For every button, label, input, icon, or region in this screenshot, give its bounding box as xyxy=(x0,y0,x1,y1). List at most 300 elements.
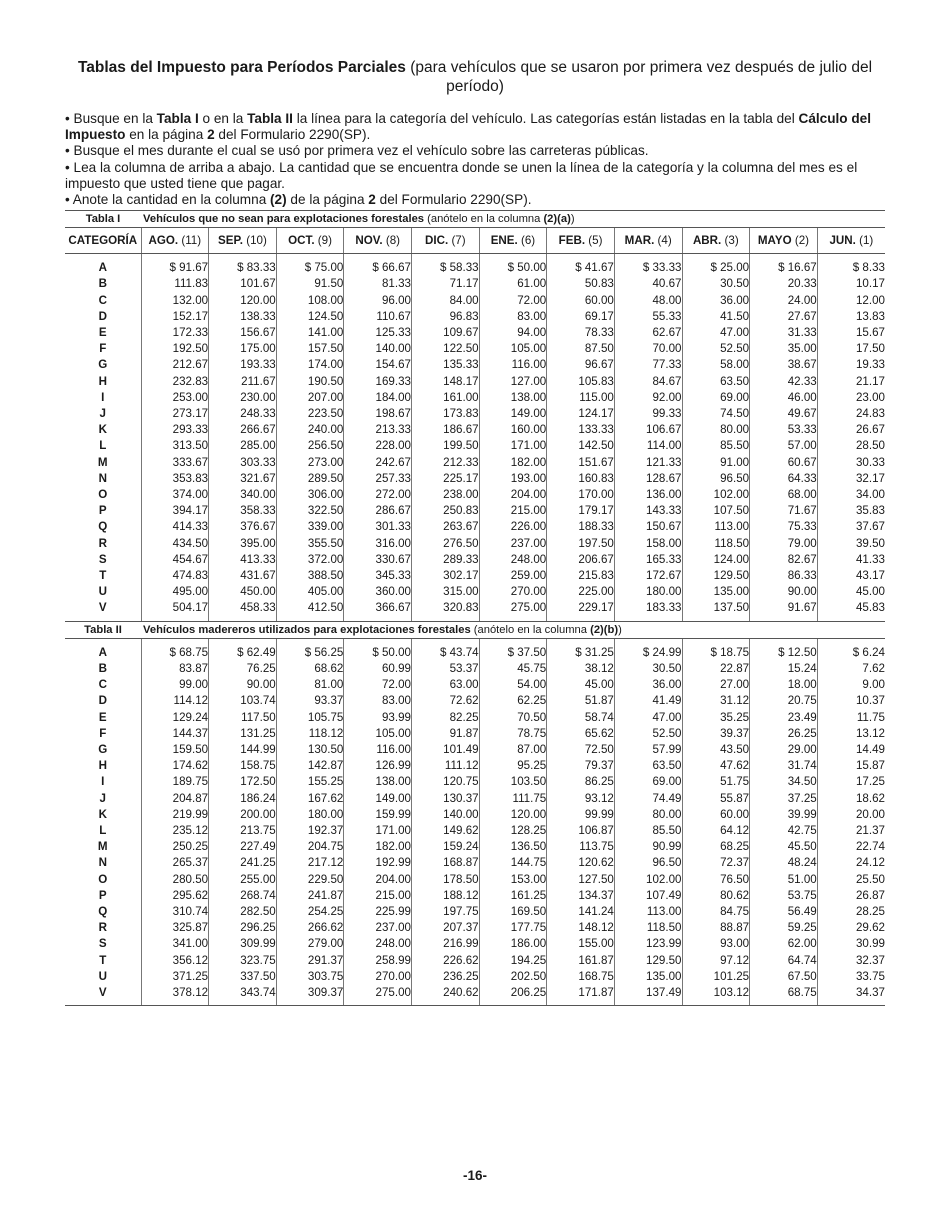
tax-amount-cell: 90.00 xyxy=(750,584,818,600)
tax-amount-cell: $ 33.33 xyxy=(614,260,682,276)
tax-amount-cell: 69.00 xyxy=(682,390,750,406)
tax-amount-cell: 144.75 xyxy=(479,855,547,871)
tax-amount-cell: 135.00 xyxy=(614,969,682,985)
tax-amount-cell: 320.83 xyxy=(412,600,480,616)
category-cell: F xyxy=(99,342,107,356)
tax-amount-cell: 154.67 xyxy=(344,357,412,373)
tax-amount-cell: 29.62 xyxy=(817,920,885,936)
month-number: (5) xyxy=(588,234,603,248)
tax-amount-cell: 122.50 xyxy=(412,341,480,357)
tax-amount-cell: 21.37 xyxy=(817,823,885,839)
tax-amount-cell: $ 25.00 xyxy=(682,260,750,276)
tax-amount-cell: 253.00 xyxy=(141,390,209,406)
tax-amount-cell: 227.49 xyxy=(209,839,277,855)
month-name: DIC. xyxy=(425,234,449,248)
tax-amount-cell: 113.00 xyxy=(682,519,750,535)
tax-amount-cell: 341.00 xyxy=(141,936,209,952)
tax-amount-cell: 34.00 xyxy=(817,487,885,503)
category-cell: E xyxy=(98,710,107,724)
tax-amount-cell: 30.33 xyxy=(817,455,885,471)
tax-amount-cell: 60.99 xyxy=(344,661,412,677)
tax-amount-cell: 172.33 xyxy=(141,325,209,341)
tax-amount-cell: 232.83 xyxy=(141,374,209,390)
tax-amount-cell: 315.00 xyxy=(412,584,480,600)
tax-amount-cell: 151.67 xyxy=(547,455,615,471)
tax-amount-cell: 31.33 xyxy=(750,325,818,341)
tax-amount-cell: 289.50 xyxy=(276,471,344,487)
tax-amount-cell: 56.49 xyxy=(750,904,818,920)
column-header-month xyxy=(344,228,412,254)
column-header-month xyxy=(209,228,277,254)
tax-amount-cell: 17.25 xyxy=(817,774,885,790)
category-cell: S xyxy=(98,937,107,951)
tax-amount-cell: 235.12 xyxy=(141,823,209,839)
table-row xyxy=(65,438,885,454)
tax-amount-cell: 32.37 xyxy=(817,953,885,969)
tax-amount-cell: 285.00 xyxy=(209,438,277,454)
tax-amount-cell: 291.37 xyxy=(276,953,344,969)
tax-amount-cell: 30.50 xyxy=(682,276,750,292)
tax-amount-cell: 140.00 xyxy=(412,807,480,823)
tax-amount-cell: 59.25 xyxy=(750,920,818,936)
table-desc-column: (2)(a) xyxy=(543,213,571,226)
tax-amount-cell: 309.37 xyxy=(276,985,344,1001)
tax-amount-cell: 280.50 xyxy=(141,872,209,888)
tax-amount-cell: 86.33 xyxy=(750,568,818,584)
tax-amount-cell: 148.12 xyxy=(547,920,615,936)
tax-amount-cell: 43.50 xyxy=(682,742,750,758)
category-cell: C xyxy=(98,678,107,692)
tax-amount-cell: 10.37 xyxy=(817,693,885,709)
tax-amount-cell: 204.00 xyxy=(344,872,412,888)
column-header-month xyxy=(750,228,818,254)
tax-amount-cell: 237.00 xyxy=(479,536,547,552)
tax-amount-cell: 62.67 xyxy=(614,325,682,341)
category-cell: L xyxy=(99,439,107,453)
tax-amount-cell: 149.00 xyxy=(344,791,412,807)
tax-amount-cell: 371.25 xyxy=(141,969,209,985)
tax-amount-cell: 237.00 xyxy=(344,920,412,936)
tax-amount-cell: 172.50 xyxy=(209,774,277,790)
tax-amount-cell: $ 8.33 xyxy=(817,260,885,276)
tax-amount-cell: 215.00 xyxy=(344,888,412,904)
tax-amount-cell: 47.00 xyxy=(682,325,750,341)
tax-amount-cell: 39.99 xyxy=(750,807,818,823)
tax-amount-cell: 97.12 xyxy=(682,953,750,969)
tax-amount-cell: 15.67 xyxy=(817,325,885,341)
table-row xyxy=(65,920,885,936)
tax-amount-cell: 192.50 xyxy=(141,341,209,357)
tax-amount-cell: 303.75 xyxy=(276,969,344,985)
tax-amount-cell: 204.75 xyxy=(276,839,344,855)
instruction-text: • Anote la cantidad en la columna xyxy=(65,192,271,208)
category-cell: Q xyxy=(98,904,108,918)
tax-amount-cell: 70.50 xyxy=(479,710,547,726)
tax-amount-cell: 63.50 xyxy=(682,374,750,390)
tax-amount-cell: 136.00 xyxy=(614,487,682,503)
tax-amount-cell: 9.00 xyxy=(817,677,885,693)
tax-amount-cell: 129.50 xyxy=(614,953,682,969)
tax-amount-cell: 150.67 xyxy=(614,519,682,535)
tax-amount-cell: 65.62 xyxy=(547,726,615,742)
tax-amount-cell: 94.00 xyxy=(479,325,547,341)
end-cell xyxy=(344,1001,412,1006)
tax-amount-cell: 129.50 xyxy=(682,568,750,584)
tax-amount-cell: 91.87 xyxy=(412,726,480,742)
tax-amount-cell: 57.00 xyxy=(750,438,818,454)
tax-amount-cell: 355.50 xyxy=(276,536,344,552)
tax-amount-cell: 138.00 xyxy=(344,774,412,790)
table-row xyxy=(65,487,885,503)
tax-amount-cell: 184.00 xyxy=(344,390,412,406)
tax-amount-cell: 74.49 xyxy=(614,791,682,807)
tax-amount-cell: 81.00 xyxy=(276,677,344,693)
table-row xyxy=(65,758,885,774)
tax-amount-cell: 63.50 xyxy=(614,758,682,774)
tax-amount-cell: $ 18.75 xyxy=(682,645,750,661)
tax-amount-cell: 99.00 xyxy=(141,677,209,693)
tax-amount-cell: 28.25 xyxy=(817,904,885,920)
column-header-month xyxy=(141,228,209,254)
tax-amount-cell: 202.50 xyxy=(479,969,547,985)
tax-amount-cell: 353.83 xyxy=(141,471,209,487)
month-name: ABR. xyxy=(692,234,722,248)
tax-amount-cell: 128.67 xyxy=(614,471,682,487)
tax-amount-cell: 450.00 xyxy=(209,584,277,600)
tax-amount-cell: $ 91.67 xyxy=(141,260,209,276)
tax-amount-cell: 50.83 xyxy=(547,276,615,292)
tax-amount-cell: 158.00 xyxy=(614,536,682,552)
tax-amount-cell: 215.83 xyxy=(547,568,615,584)
tax-amount-cell: 148.17 xyxy=(412,374,480,390)
tax-amount-cell: 170.00 xyxy=(547,487,615,503)
tax-amount-cell: 405.00 xyxy=(276,584,344,600)
tax-amount-cell: 35.83 xyxy=(817,503,885,519)
tax-amount-cell: $ 66.67 xyxy=(344,260,412,276)
tax-amount-cell: 120.00 xyxy=(479,807,547,823)
category-cell: U xyxy=(98,969,107,983)
category-cell: N xyxy=(98,856,107,870)
tax-amount-cell: 301.33 xyxy=(344,519,412,535)
tax-amount-cell: 226.00 xyxy=(479,519,547,535)
tax-amount-cell: 102.00 xyxy=(682,487,750,503)
tax-amount-cell: 186.24 xyxy=(209,791,277,807)
month-number: (4) xyxy=(657,234,672,248)
tax-amount-cell: 279.00 xyxy=(276,936,344,952)
tax-amount-cell: 20.75 xyxy=(750,693,818,709)
month-number: (1) xyxy=(859,234,874,248)
category-cell: K xyxy=(98,423,107,437)
tax-amount-cell: 171.87 xyxy=(547,985,615,1001)
tax-amount-cell: 60.67 xyxy=(750,455,818,471)
tax-amount-cell: 358.33 xyxy=(209,503,277,519)
tax-amount-cell: 229.17 xyxy=(547,600,615,616)
tax-amount-cell: 120.62 xyxy=(547,855,615,871)
tax-amount-cell: 138.33 xyxy=(209,309,277,325)
tax-amount-cell: 26.25 xyxy=(750,726,818,742)
tax-amount-cell: 378.12 xyxy=(141,985,209,1001)
tax-amount-cell: 42.33 xyxy=(750,374,818,390)
category-cell: P xyxy=(98,504,107,518)
table-desc-text: (anótelo en la columna xyxy=(424,213,544,226)
tax-amount-cell: 323.75 xyxy=(209,953,277,969)
tax-amount-cell: 68.75 xyxy=(750,985,818,1001)
tax-amount-cell: 186.67 xyxy=(412,422,480,438)
instruction-text: Tabla I xyxy=(156,111,199,126)
tax-amount-cell: 161.25 xyxy=(479,888,547,904)
tax-amount-cell: 46.00 xyxy=(750,390,818,406)
tax-amount-cell: 116.00 xyxy=(479,357,547,373)
tax-amount-cell: 189.75 xyxy=(141,774,209,790)
table-end-row xyxy=(65,1001,885,1006)
instruction-text: (2) xyxy=(270,192,287,208)
table-row xyxy=(65,374,885,390)
tax-amount-cell: 80.00 xyxy=(682,422,750,438)
tax-amount-cell: 114.12 xyxy=(141,693,209,709)
category-cell: K xyxy=(98,807,107,821)
tax-amount-cell: 310.74 xyxy=(141,904,209,920)
tax-amount-cell: 72.50 xyxy=(547,742,615,758)
category-cell: P xyxy=(98,888,107,902)
category-cell: C xyxy=(98,293,107,307)
tax-amount-cell: 343.74 xyxy=(209,985,277,1001)
tax-amount-cell: 172.67 xyxy=(614,568,682,584)
tax-amount-cell: 88.87 xyxy=(682,920,750,936)
category-cell: V xyxy=(98,985,107,999)
tax-amount-cell: 207.00 xyxy=(276,390,344,406)
tax-amount-cell: 60.00 xyxy=(682,807,750,823)
tax-amount-cell: 37.25 xyxy=(750,791,818,807)
tax-amount-cell: 138.00 xyxy=(479,390,547,406)
tax-amount-cell: 242.67 xyxy=(344,455,412,471)
tax-amount-cell: 183.33 xyxy=(614,600,682,616)
tax-amount-cell: 228.00 xyxy=(344,438,412,454)
tax-amount-cell: 337.50 xyxy=(209,969,277,985)
tax-amount-cell: 72.00 xyxy=(344,677,412,693)
tax-amount-cell: 194.25 xyxy=(479,953,547,969)
table-row xyxy=(65,536,885,552)
tax-amount-cell: 236.25 xyxy=(412,969,480,985)
tax-amount-cell: 23.49 xyxy=(750,710,818,726)
tax-amount-cell: 149.00 xyxy=(479,406,547,422)
tax-amount-cell: 41.33 xyxy=(817,552,885,568)
tax-amount-cell: 434.50 xyxy=(141,536,209,552)
tax-amount-cell: 15.24 xyxy=(750,661,818,677)
tax-amount-cell: 286.67 xyxy=(344,503,412,519)
tax-amount-cell: 58.74 xyxy=(547,710,615,726)
tax-amount-cell: 25.50 xyxy=(817,872,885,888)
tax-amount-cell: 51.75 xyxy=(682,774,750,790)
tax-amount-cell: $ 56.25 xyxy=(276,645,344,661)
tax-amount-cell: 96.67 xyxy=(547,357,615,373)
tax-amount-cell: 15.87 xyxy=(817,758,885,774)
table-row xyxy=(65,552,885,568)
tax-amount-cell: 101.67 xyxy=(209,276,277,292)
tax-amount-cell: 35.25 xyxy=(682,710,750,726)
table-row xyxy=(65,953,885,969)
tax-amount-cell: 179.17 xyxy=(547,503,615,519)
tax-amount-cell: 125.33 xyxy=(344,325,412,341)
tax-amount-cell: 78.33 xyxy=(547,325,615,341)
column-header-month xyxy=(547,228,615,254)
table-row xyxy=(65,325,885,341)
tax-amount-cell: 114.00 xyxy=(614,438,682,454)
tax-amount-cell: 241.87 xyxy=(276,888,344,904)
tax-amount-cell: 127.00 xyxy=(479,374,547,390)
table-row xyxy=(65,969,885,985)
table-row xyxy=(65,693,885,709)
tax-amount-cell: $ 16.67 xyxy=(750,260,818,276)
tax-amount-cell: 70.00 xyxy=(614,341,682,357)
tax-amount-cell: 21.17 xyxy=(817,374,885,390)
tax-amount-cell: 302.17 xyxy=(412,568,480,584)
tax-amount-cell: 265.37 xyxy=(141,855,209,871)
tax-amount-cell: 62.00 xyxy=(750,936,818,952)
tax-amount-cell: 192.99 xyxy=(344,855,412,871)
tax-amount-cell: 296.25 xyxy=(209,920,277,936)
table-row xyxy=(65,677,885,693)
tax-amount-cell: 77.33 xyxy=(614,357,682,373)
table-row xyxy=(65,309,885,325)
tax-amount-cell: 109.67 xyxy=(412,325,480,341)
tax-amount-cell: 230.00 xyxy=(209,390,277,406)
tax-amount-cell: 454.67 xyxy=(141,552,209,568)
tax-amount-cell: 188.12 xyxy=(412,888,480,904)
tax-amount-cell: 206.25 xyxy=(479,985,547,1001)
tax-amount-cell: 250.25 xyxy=(141,839,209,855)
tax-amount-cell: 134.37 xyxy=(547,888,615,904)
table-row xyxy=(65,742,885,758)
category-cell: G xyxy=(98,742,108,756)
instruction-text: • Lea la columna de arriba a abajo. La cantidad que se encuentra donde se unen la línea de la categoría y la columna del mes es el impuesto que usted tiene que pagar. xyxy=(65,159,858,191)
tax-amount-cell: 137.50 xyxy=(682,600,750,616)
month-number: (9) xyxy=(317,234,332,248)
tax-amount-cell: 103.50 xyxy=(479,774,547,790)
tax-amount-cell: 248.00 xyxy=(344,936,412,952)
tax-amount-cell: 64.33 xyxy=(750,471,818,487)
instruction-text: o en la xyxy=(198,111,248,126)
tax-amount-cell: 93.37 xyxy=(276,693,344,709)
tax-amount-cell: 153.00 xyxy=(479,872,547,888)
tax-amount-cell: 135.33 xyxy=(412,357,480,373)
tax-amount-cell: 156.67 xyxy=(209,325,277,341)
tax-amount-cell: 374.00 xyxy=(141,487,209,503)
tax-amount-cell: 102.00 xyxy=(614,872,682,888)
table-desc-text: (anótelo en la columna xyxy=(470,623,591,636)
tax-amount-cell: 240.00 xyxy=(276,422,344,438)
tax-amount-cell: 171.00 xyxy=(479,438,547,454)
tax-amount-cell: 86.25 xyxy=(547,774,615,790)
tax-amount-cell: 111.75 xyxy=(479,791,547,807)
column-header-month xyxy=(276,228,344,254)
tax-amount-cell: 85.50 xyxy=(682,438,750,454)
column-header-month xyxy=(614,228,682,254)
table-row xyxy=(65,872,885,888)
month-name: FEB. xyxy=(558,234,586,248)
tax-amount-cell: 93.99 xyxy=(344,710,412,726)
tax-amount-cell: 105.00 xyxy=(344,726,412,742)
category-cell: G xyxy=(98,358,108,372)
tax-amount-cell: 93.00 xyxy=(682,936,750,952)
tax-amount-cell: 68.62 xyxy=(276,661,344,677)
tax-amount-cell: 83.00 xyxy=(479,309,547,325)
tax-amount-cell: 248.33 xyxy=(209,406,277,422)
tax-amount-cell: 413.33 xyxy=(209,552,277,568)
category-cell: B xyxy=(98,661,107,675)
tax-amount-cell: 14.49 xyxy=(817,742,885,758)
title-rest: (para vehículos que se usaron por primera vez después de julio del período) xyxy=(405,59,873,95)
table-row xyxy=(65,936,885,952)
tax-amount-cell: 85.50 xyxy=(614,823,682,839)
tax-amount-cell: 140.00 xyxy=(344,341,412,357)
tax-amount-cell: 325.87 xyxy=(141,920,209,936)
tax-amount-cell: 31.74 xyxy=(750,758,818,774)
tax-amount-cell: 212.33 xyxy=(412,455,480,471)
tax-amount-cell: 215.00 xyxy=(479,503,547,519)
month-name: MAR. xyxy=(624,234,655,248)
tax-amount-cell: $ 31.25 xyxy=(547,645,615,661)
instruction-text: • Busque el mes durante el cual se usó por primera vez el vehículo sobre las carreteras públicas. xyxy=(65,143,649,159)
table-row xyxy=(65,357,885,373)
tax-amount-cell: 216.99 xyxy=(412,936,480,952)
column-header-month xyxy=(479,228,547,254)
tax-amount-cell: 7.62 xyxy=(817,661,885,677)
tax-amount-cell: 76.25 xyxy=(209,661,277,677)
tax-amount-cell: $ 41.67 xyxy=(547,260,615,276)
tax-amount-cell: 165.33 xyxy=(614,552,682,568)
tax-amount-cell: 64.12 xyxy=(682,823,750,839)
tax-amount-cell: 92.00 xyxy=(614,390,682,406)
tax-amount-cell: 225.00 xyxy=(547,584,615,600)
tax-amount-cell: 394.17 xyxy=(141,503,209,519)
instructions xyxy=(65,111,885,208)
category-cell: V xyxy=(98,601,107,615)
tax-amount-cell: $ 83.33 xyxy=(209,260,277,276)
month-name: MAYO xyxy=(757,234,792,248)
tax-amount-cell: 340.00 xyxy=(209,487,277,503)
tax-amount-cell: 198.67 xyxy=(344,406,412,422)
tax-amount-cell: 79.00 xyxy=(750,536,818,552)
tax-amount-cell: 180.00 xyxy=(276,807,344,823)
tax-amount-cell: 395.00 xyxy=(209,536,277,552)
table-row xyxy=(65,661,885,677)
category-cell: I xyxy=(101,390,105,404)
column-header-month xyxy=(412,228,480,254)
table-row xyxy=(65,645,885,661)
tax-amount-cell: 177.75 xyxy=(479,920,547,936)
tax-amount-cell: $ 50.00 xyxy=(344,645,412,661)
month-name: OCT. xyxy=(288,234,315,248)
tax-amount-cell: 132.00 xyxy=(141,293,209,309)
tax-amount-cell: 39.50 xyxy=(817,536,885,552)
tax-amount-cell: 69.00 xyxy=(614,774,682,790)
tax-amount-cell: 175.00 xyxy=(209,341,277,357)
tax-amount-cell: 107.49 xyxy=(614,888,682,904)
tax-amount-cell: 45.00 xyxy=(817,584,885,600)
tax-amount-cell: 263.67 xyxy=(412,519,480,535)
end-cell xyxy=(614,1001,682,1006)
tax-amount-cell: 188.33 xyxy=(547,519,615,535)
tax-amount-cell: 149.62 xyxy=(412,823,480,839)
tax-amount-cell: 121.33 xyxy=(614,455,682,471)
tax-amount-cell: 171.00 xyxy=(344,823,412,839)
tax-amount-cell: 71.67 xyxy=(750,503,818,519)
tax-amount-cell: 127.50 xyxy=(547,872,615,888)
tax-amount-cell: 372.00 xyxy=(276,552,344,568)
tax-amount-cell: 142.50 xyxy=(547,438,615,454)
tax-amount-cell: 103.12 xyxy=(682,985,750,1001)
tax-amount-cell: 266.62 xyxy=(276,920,344,936)
